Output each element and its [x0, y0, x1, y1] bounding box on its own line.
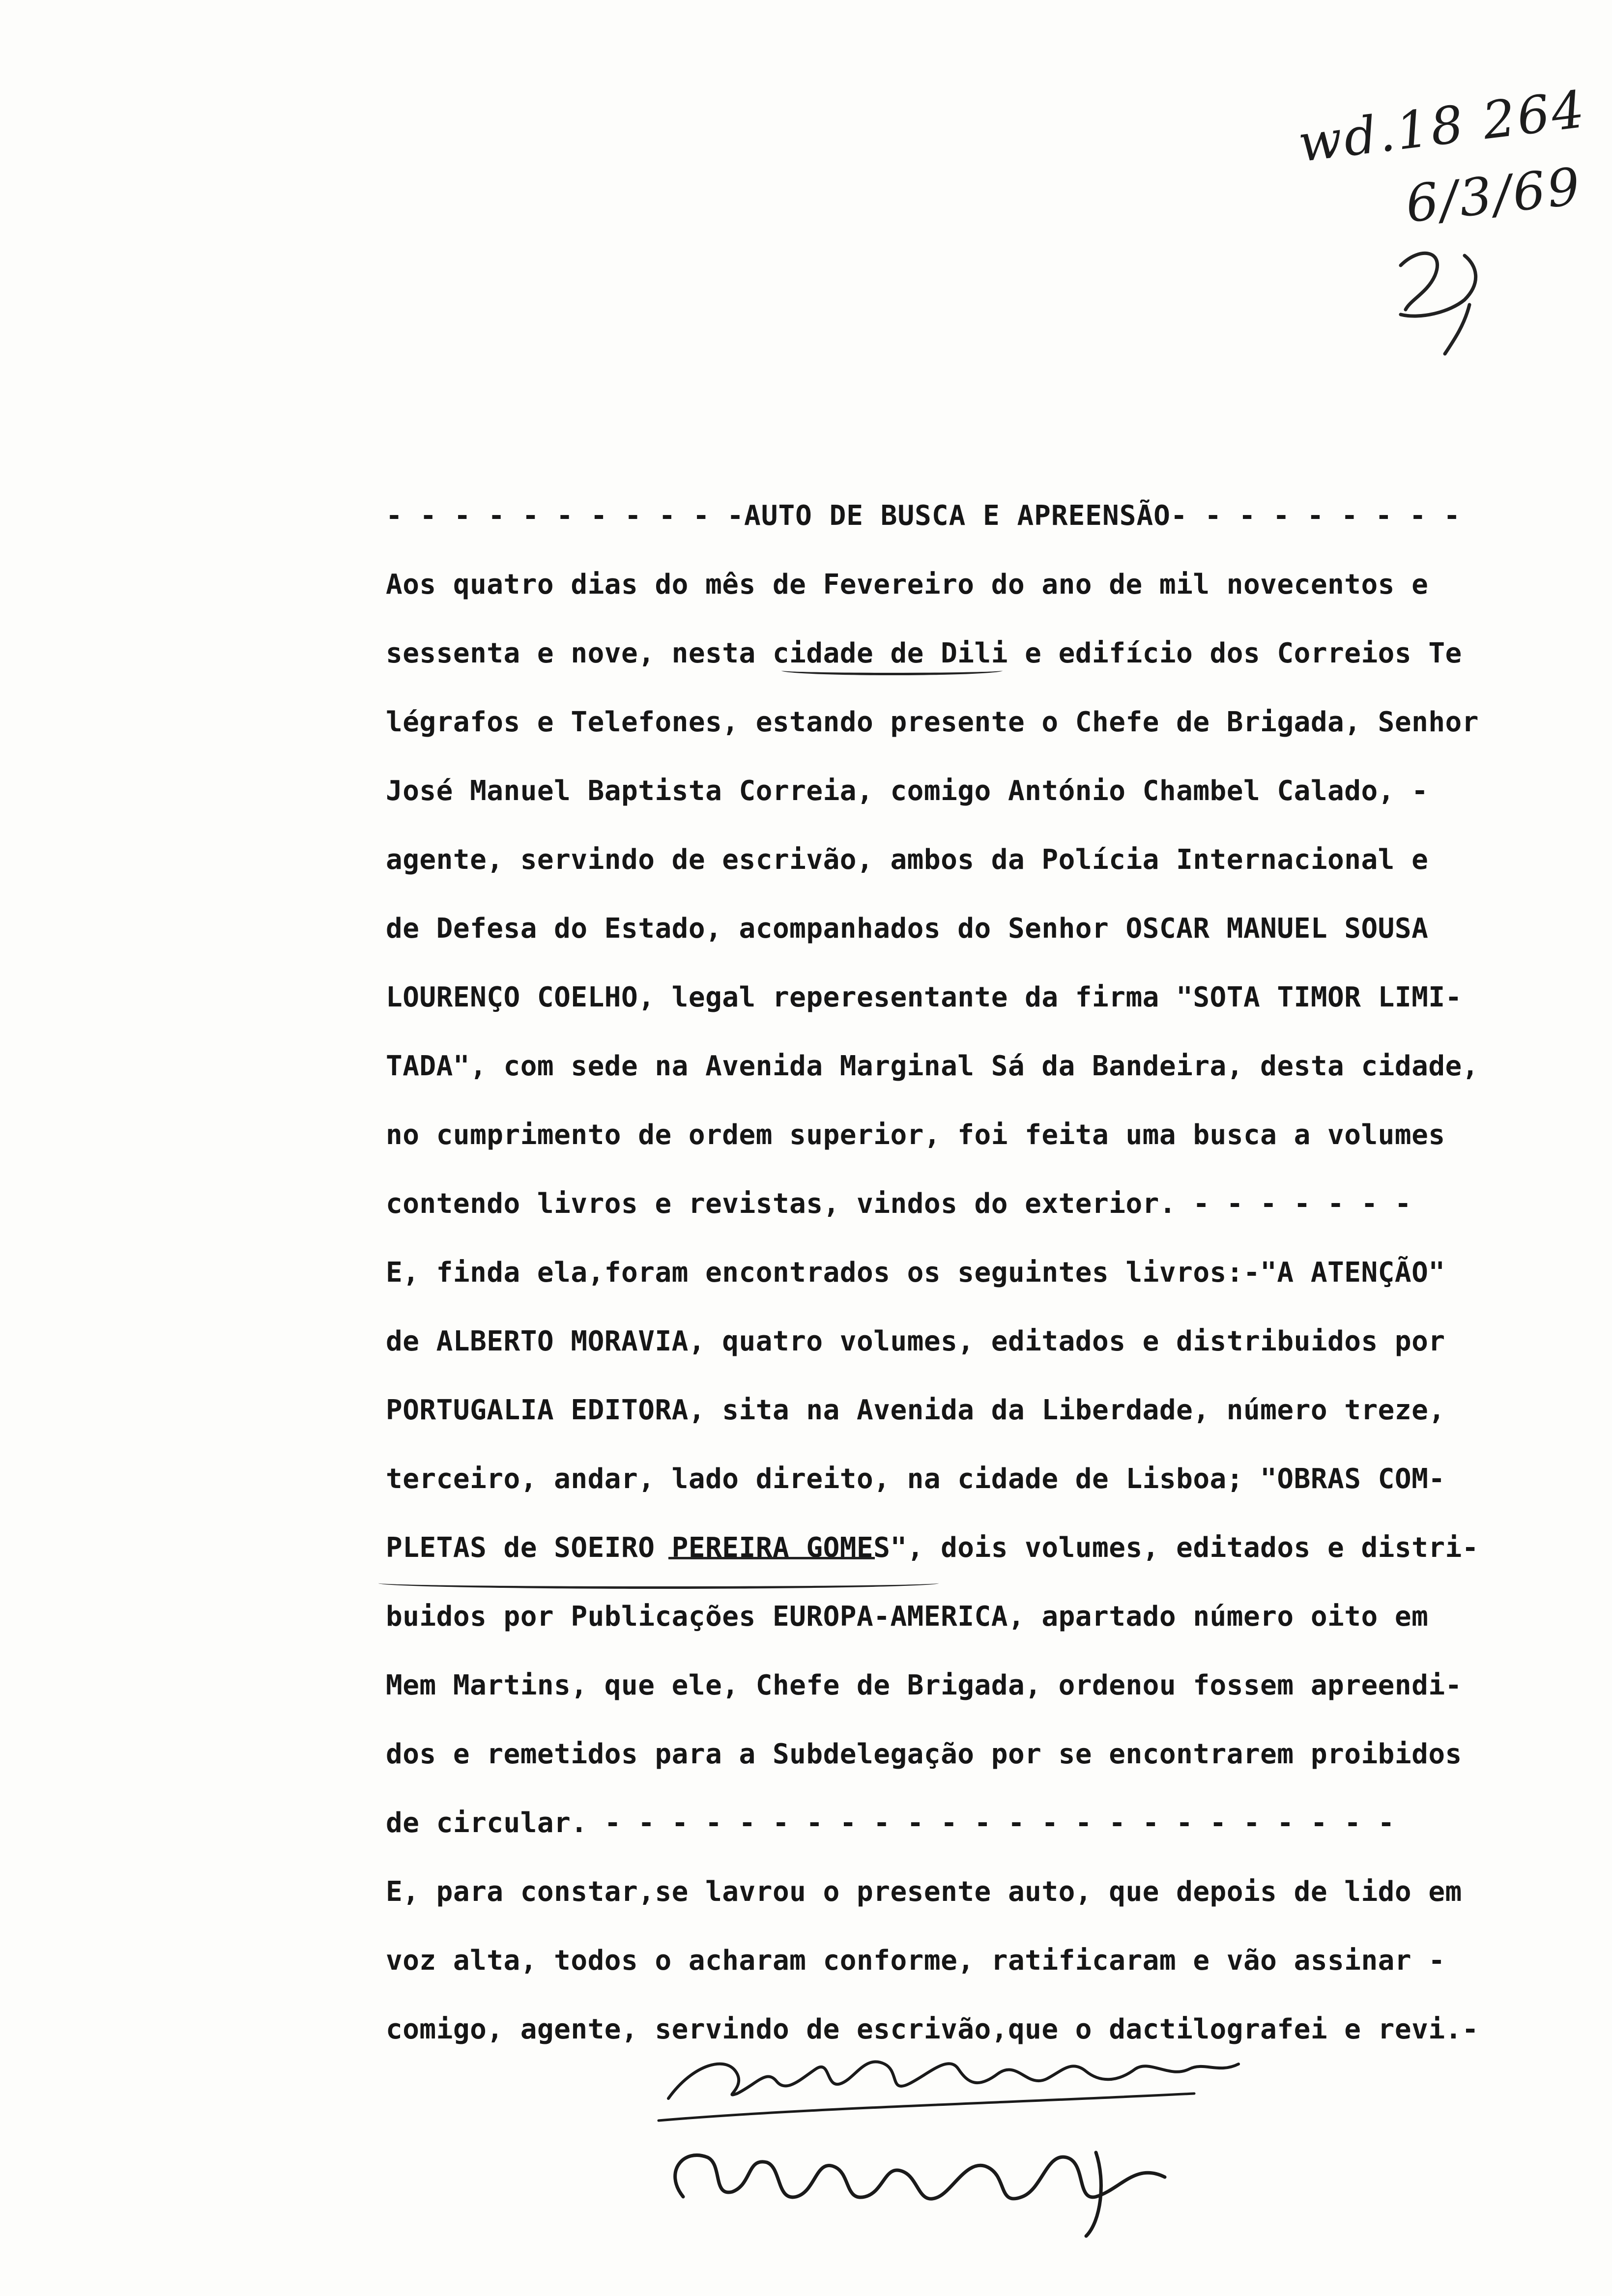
body-line: légrafos e Telefones, estando presente o Chefe de Brigada, Senhor [386, 706, 1479, 738]
body-line: de ALBERTO MORAVIA, quatro volumes, editados e distribuidos por [386, 1325, 1445, 1357]
body-line: sessenta e nove, nesta cidade de Dili e edifício dos Correios Te [386, 637, 1462, 669]
document-body [386, 482, 1479, 2064]
signature-second-stroke [675, 2152, 1165, 2236]
body-line: PORTUGALIA EDITORA, sita na Avenida da Liberdade, número treze, [386, 1394, 1445, 1426]
body-line: José Manuel Baptista Correia, comigo António Chambel Calado, - [386, 775, 1429, 807]
body-line: dos e remetidos para a Subdelegação por se encontrarem proibidos [386, 1738, 1462, 1770]
body-line: contendo livros e revistas, vindos do exterior. - - - - - - - [386, 1188, 1412, 1220]
body-line: de Defesa do Estado, acompanhados do Senhor OSCAR MANUEL SOUSA [386, 913, 1429, 945]
handwritten-initial-mark [1391, 236, 1504, 359]
body-line: agente, servindo de escrivão, ambos da Polícia Internacional e [386, 844, 1429, 876]
body-line: TADA", com sede na Avenida Marginal Sá da Bandeira, desta cidade, [386, 1050, 1479, 1082]
handwritten-underline [781, 666, 1003, 675]
body-line: voz alta, todos o acharam conforme, ratificaram e vão assinar - [386, 1945, 1445, 1977]
body-line: Mem Martins, que ele, Chefe de Brigada, ordenou fossem apreendi- [386, 1669, 1462, 1701]
body-line: LOURENÇO COELHO, legal reperesentante da firma "SOTA TIMOR LIMI- [386, 981, 1462, 1013]
signature-first-underline [659, 2094, 1194, 2121]
document-title: - - - - - - - - - - -AUTO DE BUSCA E APREENSÃO- - - - - - - - - [386, 500, 1461, 532]
body-line: E, finda ela,foram encontrados os seguintes livros:-"A ATENÇÃO" [386, 1257, 1445, 1289]
body-line: no cumprimento de ordem superior, foi feita uma busca a volumes [386, 1119, 1445, 1151]
handwritten-date: 6/3/69 [1403, 156, 1585, 234]
signature-first-stroke [668, 2062, 1238, 2098]
body-line: terceiro, andar, lado direito, na cidade de Lisboa; "OBRAS COM- [386, 1463, 1445, 1495]
handwritten-underline [378, 1578, 939, 1589]
handwritten-strikethrough [668, 1557, 875, 1559]
body-line: de circular. - - - - - - - - - - - - - - - - - - - - - - - - [386, 1807, 1395, 1839]
body-line: E, para constar,se lavrou o presente auto, que depois de lido em [386, 1876, 1462, 1908]
body-line: Aos quatro dias do mês de Fevereiro do ano de mil novecentos e [386, 569, 1429, 601]
body-line: buidos por Publicações EUROPA-AMERICA, apartado número oito em [386, 1601, 1429, 1633]
handwritten-reference: wd.18 264 [1295, 79, 1589, 174]
signatures [654, 2035, 1268, 2241]
body-line: comigo, agente, servindo de escrivão,que o dactilografei e revi.- [386, 2013, 1479, 2045]
body-line: PLETAS de SOEIRO PEREIRA GOMES", dois volumes, editados e distri- [386, 1532, 1479, 1564]
